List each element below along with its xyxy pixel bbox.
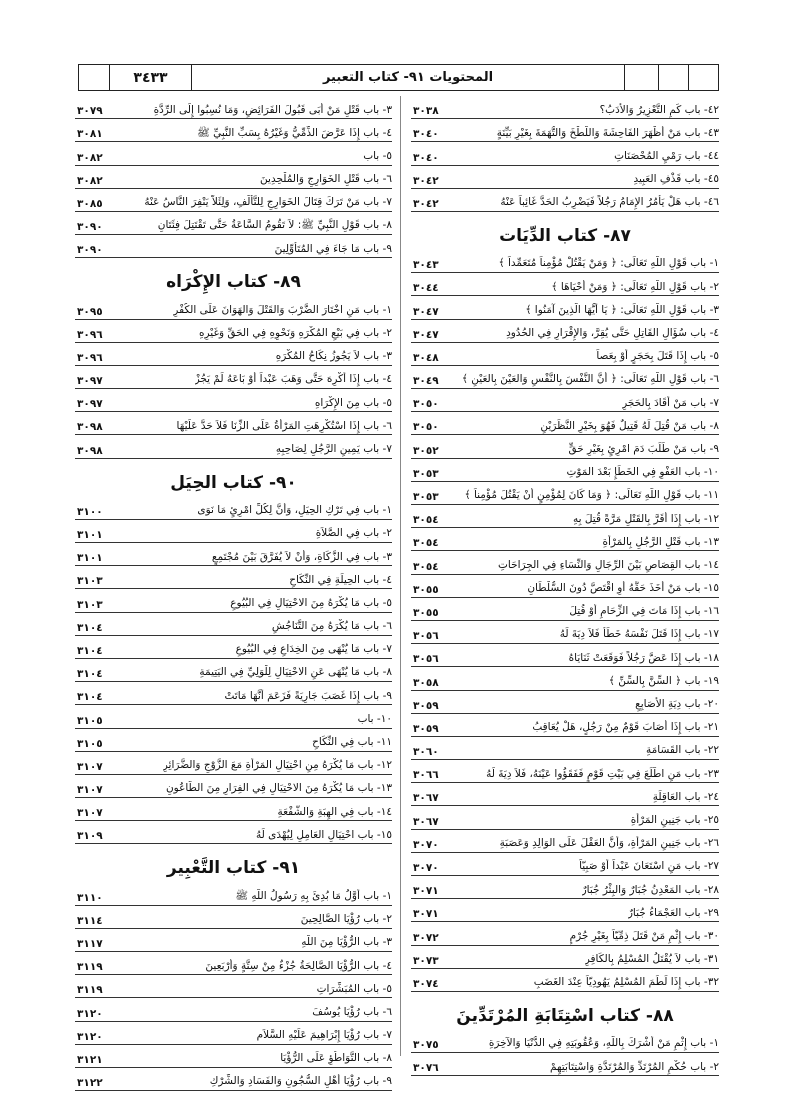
page-ref: ٣٠٤٣ <box>413 259 439 272</box>
chapter-title: ١٥- باب احْتِيَالِ العَامِلِ لِيُهْدَى لَهُ <box>255 828 392 841</box>
page-ref: ٣٠٦٧ <box>413 815 439 828</box>
toc-entry <box>411 96 719 119</box>
toc-entry <box>75 729 392 752</box>
toc-entry <box>411 575 719 598</box>
toc-entry <box>411 691 719 714</box>
toc-entry <box>75 320 392 343</box>
page-ref: ٣٠٤٠ <box>413 128 439 141</box>
toc-entry <box>411 853 719 876</box>
chapter-title: ٢٨- باب المَعْدِنُ جُبَارٌ وَالبِئْرُ جُبَارٌ <box>581 883 719 896</box>
toc-entry <box>411 296 719 319</box>
page-ref: ٣٠٤٧ <box>413 305 439 318</box>
chapter-title: ٩- باب رُؤْيَا أَهْلِ السُّجُونِ وَالفَسَادِ وَالشِّرْكِ <box>209 1075 392 1088</box>
header-empty-cell <box>688 65 718 90</box>
toc-entry <box>75 435 392 458</box>
toc-entry <box>411 783 719 806</box>
toc-entry <box>411 760 719 783</box>
toc-entry <box>411 551 719 574</box>
toc-entry <box>411 899 719 922</box>
toc-entry <box>411 644 719 667</box>
page-ref: ٣١١٩ <box>77 961 103 974</box>
chapter-title: ١٥- باب مَنْ أَخَذَ حَقَّهُ أَوِ اقْتَصَّ دُونَ السُّلْطَانِ <box>527 582 719 595</box>
page-ref: ٣٠٨٥ <box>77 197 103 210</box>
chapter-title: ٩- باب مَنْ طَلَبَ دَمَ امْرِئٍ بِغَيْرِ حَقٍّ <box>568 442 719 455</box>
page-ref: ٣١٠٥ <box>77 714 103 727</box>
toc-entry <box>75 775 392 798</box>
header-empty-cell <box>79 65 109 90</box>
chapter-title: ٥- باب <box>363 149 392 162</box>
chapter-title: ٢٩- باب العَجْمَاءُ جُبَارٌ <box>627 906 719 919</box>
toc-entry <box>75 366 392 389</box>
chapter-title: ٣٠- باب إِثْمِ مَنْ قَتَلَ ذِمِّيّاً بِغَيْرِ جُرْمٍ <box>569 929 719 942</box>
toc-entry <box>75 189 392 212</box>
toc-entry <box>411 343 719 366</box>
page-ref: ٣٠٩٧ <box>77 398 103 411</box>
chapter-title: ٢٧- باب مَنِ اسْتَعَانَ عَبْداً أَوْ صَبِيّاً <box>579 860 719 873</box>
toc-entry <box>411 482 719 505</box>
chapter-title: ٢٤- باب العَاقِلَةِ <box>652 790 719 803</box>
chapter-title: ٢- باب حُكْمِ المُرْتَدِّ وَالمُرْتَدَّةِ وَاسْتِتَابَتِهِمْ <box>549 1060 719 1073</box>
page-ref: ٣٠٧٢ <box>413 931 439 944</box>
chapter-title: ٥- باب إِذَا قَتَلَ بِحَجَرٍ أَوْ بِعَصاً <box>596 350 719 363</box>
toc-entry <box>411 389 719 412</box>
toc-entry <box>75 389 392 412</box>
page-ref: ٣١٠٤ <box>77 644 103 657</box>
toc-entry <box>75 705 392 728</box>
chapter-title: ٧- باب مَنْ تَرَكَ قِتَالَ الخَوَارِجِ لِلتَّأَلُّفِ، وَلِئَلاَّ يَنْفِرَ النَّاسُ عَنْهُ <box>144 196 392 209</box>
page-ref: ٣٠٧٠ <box>413 838 439 851</box>
chapter-title: ٢- باب فِي الصَّلاَةِ <box>315 527 392 540</box>
chapter-title: ٣١- باب لاَ يُقْتَلُ المُسْلِمُ بِالكَافِرِ <box>584 953 719 966</box>
page-ref: ٣٠٥٤ <box>413 560 439 573</box>
chapter-title: ٣- باب قَتْلِ مَنْ أَبَى قَبُولَ الفَرَائِضِ، وَمَا نُسِبُوا إِلَى الرِّدَّةِ <box>153 103 392 116</box>
chapter-title: ١- باب إِثْمِ مَنْ أَشْرَكَ بِاللَّهِ، وَعُقُوبَتِهِ فِي الدُّنْيَا وَالآخِرَةِ <box>488 1037 719 1050</box>
toc-entry <box>75 296 392 319</box>
toc-entry <box>75 882 392 905</box>
chapter-title: ١١- باب فِي النِّكَاحِ <box>312 736 392 748</box>
chapter-title: ٥- باب مِنَ الإِكْرَاهِ <box>314 396 392 409</box>
page-ref: ٣١١٠ <box>77 891 103 904</box>
page-ref: ٣٠٨٢ <box>77 174 103 187</box>
page-ref: ٣٠٤٤ <box>413 282 439 295</box>
chapter-title: ٦- باب مَا يُكْرَهُ مِنَ التَّنَاجُشِ <box>271 620 392 633</box>
page-ref: ٣٠٥٩ <box>413 722 439 735</box>
page-ref: ٣٠٩٥ <box>77 305 103 318</box>
book-heading: ٨٨- كتاب اسْتِتَابَةِ المُرْتَدِّينَ <box>456 1005 674 1026</box>
chapter-title: ٣- باب فِي الزَّكَاةِ، وَأَنْ لاَ يُفَرَّقَ بَيْنَ مُجْتَمِعٍ <box>211 550 392 563</box>
toc-entry <box>411 1030 719 1053</box>
chapter-title: ٣- باب الرُّؤْيَا مِنَ اللَّهِ <box>301 936 392 949</box>
toc-entry <box>75 166 392 189</box>
page-ref: ٣٠٦٠ <box>413 746 439 759</box>
toc-entry <box>411 830 719 853</box>
chapter-title: ٥- باب المُبَشِّرَاتِ <box>316 982 392 995</box>
toc-entry <box>75 636 392 659</box>
chapter-title: ٩- باب إِذَا غَصَبَ جَارِيَةً فَزَعَمَ أَنَّهَا مَاتَتْ <box>224 689 392 702</box>
page-ref: ٣١٠٤ <box>77 691 103 704</box>
chapter-title: ٤٤- باب رَمْيِ المُحْصَنَاتِ <box>614 149 719 162</box>
toc-entry <box>411 969 719 992</box>
page-ref: ٣٠٨١ <box>77 128 103 141</box>
page-ref: ٣١٢١ <box>77 1053 103 1066</box>
page-ref: ٣٠٤٢ <box>413 197 439 210</box>
toc-entry <box>75 1022 392 1045</box>
page-ref: ٣١١٤ <box>77 914 103 927</box>
chapter-title: ٤- باب الرُّؤْيَا الصَّالِحَةُ جُزْءٌ مِنْ سِتَّةٍ وَأَرْبَعِينَ <box>205 959 392 972</box>
page-ref: ٣١٠٩ <box>77 830 103 843</box>
page-ref: ٣١٠٣ <box>77 598 103 611</box>
page-ref: ٣٠٣٨ <box>413 105 439 118</box>
page-ref: ٣٠٦٧ <box>413 792 439 805</box>
toc-entry <box>75 659 392 682</box>
chapter-title: ١- باب مَنِ اخْتَارَ الضَّرْبَ وَالقَتْلَ وَالهَوَانَ عَلَى الكُفْرِ <box>173 303 392 316</box>
header-empty-cell <box>658 65 688 90</box>
page-ref: ٣٠٥٨ <box>413 676 439 689</box>
page-ref: ٣٠٧١ <box>413 885 439 898</box>
toc-entry <box>75 952 392 975</box>
page-ref: ٣٠٩٧ <box>77 375 103 388</box>
toc-entry <box>75 906 392 929</box>
toc-entry <box>75 998 392 1021</box>
toc-entry <box>411 250 719 273</box>
page-ref: ٣٠٤٩ <box>413 375 439 388</box>
chapter-title: ٥- باب مَا يُكْرَهُ مِنَ الاحْتِيَالِ فِي البُيُوعِ <box>230 596 392 609</box>
chapter-title: ٢٦- باب جَنِينِ المَرْأَةِ، وَأَنَّ العَقْلَ عَلَى الوَالِدِ وَعَصَبَةِ <box>499 837 719 850</box>
toc-entry <box>75 929 392 952</box>
toc-entry <box>75 543 392 566</box>
toc-entry <box>75 520 392 543</box>
toc-entry <box>75 613 392 636</box>
chapter-title: ٧- باب مَنْ أَقَادَ بِالحَجَرِ <box>622 396 719 409</box>
header-empty-cell <box>624 65 658 90</box>
chapter-title: ١٩- باب ﴿ السِّنَّ بِالسِّنِّ ﴾ <box>608 674 719 687</box>
page-ref: ٣٠٧٤ <box>413 977 439 990</box>
chapter-title: ٦- باب رُؤْيَا يُوسُفَ <box>312 1005 392 1018</box>
page-ref: ٣٠٧٥ <box>413 1039 439 1052</box>
page-ref: ٣١٠٧ <box>77 807 103 820</box>
page-ref: ٣٠٥٤ <box>413 537 439 550</box>
page-ref: ٣٠٥٥ <box>413 583 439 596</box>
chapter-title: ٨- باب مَا يُنْهَى عَنِ الاحْتِيَالِ لِلْوَلِيِّ فِي اليَتِيمَةِ <box>199 666 392 679</box>
toc-entry <box>75 682 392 705</box>
page-ref: ٣٠٩٨ <box>77 444 103 457</box>
toc-entry <box>411 189 719 212</box>
chapter-title: ٢٠- باب دِيَةِ الأَصَابِعِ <box>635 698 719 710</box>
page-ref: ٣٠٥٤ <box>413 514 439 527</box>
chapter-title: ٢٢- باب القَسَامَةِ <box>646 744 719 757</box>
chapter-title: ١٤- باب القِصَاصِ بَيْنَ الرِّجَالِ وَالنِّسَاءِ فِي الجِرَاحَاتِ <box>498 558 719 571</box>
page-ref: ٣١١٧ <box>77 938 103 950</box>
page-ref: ٣٠٩٨ <box>77 421 103 434</box>
chapter-title: ٢- باب قَوْلِ اللَّهِ تَعَالَى: ﴿ وَمَنْ أَحْيَاهَا ﴾ <box>551 280 719 293</box>
running-title: المحتويات ٩١- كتاب التعبير <box>191 65 624 90</box>
chapter-title: ١٢- باب إِذَا أَقَرَّ بِالقَتْلِ مَرَّةً قُتِلَ بِهِ <box>572 512 719 525</box>
page-ref: ٣٠٦٦ <box>413 769 439 782</box>
toc-entry <box>411 922 719 945</box>
chapter-title: ٤٢- باب كَمِ التَّعْزِيرُ وَالأَدَبُ؟ <box>599 103 719 116</box>
page-ref: ٣٠٩٠ <box>77 221 103 234</box>
page-ref: ٣٠٧٩ <box>77 105 103 118</box>
chapter-title: ١٣- باب قَتْلِ الرَّجُلِ بِالمَرْأَةِ <box>602 535 719 548</box>
toc-entry <box>75 975 392 998</box>
chapter-title: ١٠- باب <box>357 712 392 725</box>
page-ref: ٣٠٤٨ <box>413 351 439 364</box>
chapter-title: ٨- باب التَّوَاطُؤِ عَلَى الرُّؤْيَا <box>280 1052 392 1065</box>
chapter-title: ٩- باب مَا جَاءَ فِي المُتَأَوِّلِينَ <box>274 242 392 255</box>
chapter-title: ٣- باب قَوْلِ اللَّهِ تَعَالَى: ﴿ يَا أَيُّهَا الَّذِينَ آمَنُوا ﴾ <box>525 303 719 316</box>
page-ref: ٣٠٧١ <box>413 908 439 921</box>
toc-entry <box>411 166 719 189</box>
toc-entry <box>75 821 392 844</box>
chapter-title: ١٧- باب إِذَا قَتَلَ نَفْسَهُ خَطَأً فَلاَ دِيَةَ لَهُ <box>559 628 719 641</box>
page-ref: ٣٠٧٠ <box>413 862 439 874</box>
page-ref: ٣٠٩٦ <box>77 328 103 341</box>
chapter-title: ٦- باب قَتْلِ الخَوَارِجِ وَالمُلْحِدِينَ <box>260 173 392 186</box>
page-ref: ٣١٠٣ <box>77 575 103 588</box>
chapter-title: ٢٥- باب جَنِينِ المَرْأَةِ <box>630 813 719 826</box>
toc-entry <box>75 119 392 142</box>
page-ref: ٣١٢٠ <box>77 1030 103 1043</box>
chapter-title: ٨- باب مَنْ قُتِلَ لَهُ قَتِيلٌ فَهُوَ بِخَيْرِ النَّظَرَيْنِ <box>540 419 719 432</box>
page-ref: ٣٠٥٠ <box>413 421 439 434</box>
page-ref: ٣٠٥٦ <box>413 653 439 666</box>
chapter-title: ١- باب قَوْلِ اللَّهِ تَعَالَى: ﴿ وَمَنْ يَقْتُلْ مُؤْمِناً مُتَعَمِّداً ﴾ <box>498 257 719 270</box>
chapter-title: ٤- باب سُؤَالِ القَاتِلِ حَتَّى يُقِرَّ، وَالإِقْرَارِ فِي الحُدُودِ <box>506 327 719 339</box>
book-heading: ٩٠- كتاب الحِيَل <box>170 472 297 493</box>
chapter-title: ٦- باب قَوْلِ اللَّهِ تَعَالَى: ﴿ أَنَّ النَّفْسَ بِالنَّفْسِ وَالعَيْنَ بِالعَيْنِ ﴾ <box>461 373 719 386</box>
chapter-title: ٤٥- باب قَذْفِ العَبِيدِ <box>633 173 719 186</box>
page-ref: ٣٠٥٦ <box>413 630 439 643</box>
page-ref: ٣٠٥٩ <box>413 699 439 712</box>
toc-entry <box>411 667 719 690</box>
chapter-title: ٨- باب قَوْلِ النَّبِيِّ ﷺ: لاَ تَقُومُ السَّاعَةُ حَتَّى تَقْتَتِلَ فِئَتَانِ <box>157 219 392 232</box>
page-ref: ٣٠٧٣ <box>413 954 439 967</box>
toc-entry <box>411 459 719 482</box>
page-number: ٣٤٣٣ <box>109 65 191 90</box>
chapter-title: ٢١- باب إِذَا أَصَابَ قَوْمٌ مِنْ رَجُلٍ، هَلْ يُعَاقِبُ <box>532 721 719 734</box>
chapter-title: ١٨- باب إِذَا عَضَّ رَجُلاً فَوَقَعَتْ ثَنَايَاهُ <box>568 651 719 664</box>
page-ref: ٣٠٥٣ <box>413 467 439 480</box>
chapter-title: ١٠- باب العَفْوِ فِي الخَطَإِ بَعْدَ المَوْتِ <box>566 466 719 479</box>
page-ref: ٣٠٧٦ <box>413 1062 439 1075</box>
toc-entry <box>411 946 719 969</box>
column-divider <box>400 96 401 1056</box>
page-ref: ٣١٠١ <box>77 529 103 541</box>
page-ref: ٣٠٤٧ <box>413 328 439 341</box>
book-heading: ٨٩- كتاب الإِكْرَاه <box>166 272 301 293</box>
toc-entry <box>75 1045 392 1068</box>
toc-entry <box>411 621 719 644</box>
chapter-title: ٤- باب الحِيلَةِ فِي النِّكَاحِ <box>289 573 392 586</box>
toc-entry <box>75 752 392 775</box>
page-ref: ٣١٠٧ <box>77 760 103 773</box>
toc-entry <box>411 412 719 435</box>
page-header <box>78 64 719 91</box>
chapter-title: ٢- باب فِي بَيْعِ المُكْرَهِ وَنَحْوِهِ فِي الحَقِّ وَغَيْرِهِ <box>198 327 392 339</box>
toc-entry <box>411 806 719 829</box>
toc-entry <box>411 142 719 165</box>
chapter-title: ١٦- باب إِذَا مَاتَ فِي الزِّحَامِ أَوْ قُتِلَ <box>569 605 719 618</box>
page-ref: ٣١٠٥ <box>77 737 103 750</box>
book-heading: ٨٧- كتاب الدِّيَات <box>499 225 631 246</box>
toc-entry <box>75 142 392 165</box>
toc-entry <box>411 598 719 621</box>
chapter-title: ٦- باب إِذَا اسْتُكْرِهَتِ المَرْأَةُ عَلَى الزِّنَا فَلاَ حَدَّ عَلَيْهَا <box>176 419 392 432</box>
toc-entry <box>411 273 719 296</box>
chapter-title: ٣٢- باب إِذَا لَطَمَ المُسْلِمُ يَهُودِيّاً عِنْدَ الغَضَبِ <box>533 976 719 989</box>
toc-entry <box>411 876 719 899</box>
toc-entry <box>411 737 719 760</box>
right-column <box>411 96 719 1076</box>
page-ref: ٣١١٩ <box>77 984 103 997</box>
toc-entry <box>411 119 719 142</box>
chapter-title: ١٣- باب مَا يُكْرَهُ مِنَ الاحْتِيَالِ فِي الفِرَارِ مِنَ الطَّاعُونِ <box>165 782 392 795</box>
toc-entry <box>411 320 719 343</box>
chapter-title: ٢٣- باب مَنِ اطَّلَعَ فِي بَيْتِ قَوْمٍ فَفَقَؤُوا عَيْنَهُ، فَلاَ دِيَةَ لَهُ <box>486 767 719 780</box>
toc-entry <box>411 1053 719 1076</box>
chapter-title: ١١- باب قَوْلِ اللَّهِ تَعَالَى: ﴿ وَمَا كَانَ لِمُؤْمِنٍ أَنْ يَقْتُلَ مُؤْمِناً ﴾ <box>464 489 719 502</box>
page-ref: ٣١٠٧ <box>77 784 103 797</box>
page-ref: ٣١٢٢ <box>77 1077 103 1090</box>
toc-entry <box>75 412 392 435</box>
chapter-title: ٧- باب يَمِينِ الرَّجُلِ لِصَاحِبِهِ <box>275 442 392 455</box>
page-ref: ٣٠٩٠ <box>77 244 103 257</box>
toc-entry <box>75 798 392 821</box>
toc-entry <box>75 343 392 366</box>
toc-entry <box>75 96 392 119</box>
chapter-title: ٤- باب إِذَا عَرَّضَ الذِّمِّيُّ وَغَيْرُهُ بِسَبِّ النَّبِيِّ ﷺ <box>197 126 392 139</box>
chapter-title: ٤- باب إِذَا أُكْرِهَ حَتَّى وَهَبَ عَبْداً أَوْ بَاعَهُ لَمْ يَجُزْ <box>194 373 392 386</box>
chapter-title: ٤٣- باب مَنْ أَظْهَرَ الفَاحِشَةَ وَاللَّطْخَ وَالتُّهَمَةَ بِغَيْرِ بَيِّنَةٍ <box>496 126 719 139</box>
chapter-title: ١- باب أَوَّلُ مَا بُدِئَ بِهِ رَسُولُ اللَّهِ ﷺ <box>235 889 392 902</box>
page-ref: ٣٠٤٠ <box>413 151 439 164</box>
page-ref: ٣٠٨٢ <box>77 151 103 164</box>
page-ref: ٣٠٤٢ <box>413 174 439 187</box>
toc-entry <box>411 435 719 458</box>
chapter-title: ٢- باب رُؤْيَا الصَّالِحِينَ <box>300 913 392 926</box>
toc-entry <box>75 212 392 235</box>
toc-entry <box>411 505 719 528</box>
page-ref: ٣١٠٠ <box>77 505 103 518</box>
toc-entry <box>75 566 392 589</box>
page-ref: ٣١٢٠ <box>77 1007 103 1020</box>
chapter-title: ١٢- باب مَا يُكْرَهُ مِنِ احْتِيَالِ المَرْأَةِ مَعَ الزَّوْجِ وَالضَّرَائِرِ <box>162 759 392 772</box>
left-column <box>75 96 392 1091</box>
toc-entry <box>75 497 392 520</box>
page-ref: ٣١٠٤ <box>77 668 103 681</box>
chapter-title: ١- باب فِي تَرْكِ الحِيَلِ، وَأَنَّ لِكُلِّ امْرِئٍ مَا نَوَى <box>197 504 392 517</box>
chapter-title: ٧- باب رُؤْيَا إِبْرَاهِيمَ عَلَيْهِ السَّلاَم <box>256 1029 392 1042</box>
chapter-title: ١٤- باب فِي الهِبَةِ وَالشُّفْعَةِ <box>277 805 392 818</box>
chapter-title: ٣- باب لاَ يَجُوزُ نِكَاحُ المُكْرَهِ <box>275 350 392 363</box>
toc-entry <box>75 1068 392 1091</box>
page-ref: ٣٠٥٢ <box>413 444 439 457</box>
chapter-title: ٧- باب مَا يُنْهَى مِنَ الخِدَاعِ فِي البُيُوعِ <box>235 643 392 656</box>
toc-entry <box>75 235 392 258</box>
toc-entry <box>411 714 719 737</box>
book-heading: ٩١- كتاب التَّعْبِير <box>166 858 301 879</box>
chapter-title: ٤٦- باب هَلْ يَأْمُرُ الإِمَامُ رَجُلاً فَيَضْرِبُ الحَدَّ غَائِباً عَنْهُ <box>500 196 719 209</box>
page-ref: ٣١٠٤ <box>77 621 103 634</box>
page-ref: ٣٠٥٣ <box>413 491 439 503</box>
toc-entry <box>411 366 719 389</box>
page-ref: ٣٠٩٦ <box>77 351 103 364</box>
page-ref: ٣٠٥٠ <box>413 398 439 411</box>
toc-entry <box>75 589 392 612</box>
page-ref: ٣١٠١ <box>77 552 103 565</box>
toc-entry <box>411 528 719 551</box>
page-ref: ٣٠٥٥ <box>413 606 439 619</box>
